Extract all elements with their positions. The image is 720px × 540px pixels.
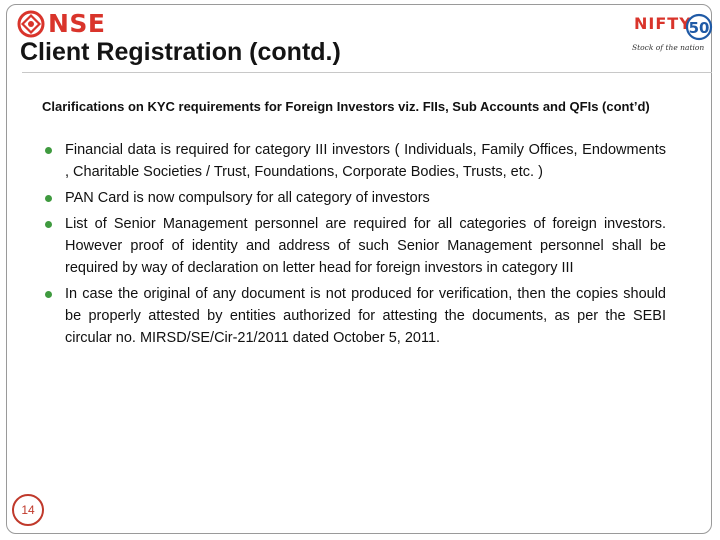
bullet-text: In case the original of any document is not produced for verification, then the copies should be properly attested by entities authorized for attesting the documents, as per the SEBI circular no. MIRSD/SE/Cir-21/2011 dated October 5, 2011. — [65, 286, 666, 346]
bullet-dot-icon — [45, 147, 52, 154]
bullet-text: List of Senior Management personnel are required for all categories of foreign investors. However proof of identity and address of such Senior Management personnel shall be required by way of declaration on letter head for foreign investors in category III — [65, 216, 666, 276]
nifty-50-mark-icon — [682, 8, 714, 42]
bullet-dot-icon — [45, 221, 52, 228]
nse-emblem-icon — [16, 9, 46, 39]
bullet-item — [44, 187, 666, 209]
bullet-dot-icon — [45, 291, 52, 298]
nifty-logo-word: NIFTY — [634, 14, 692, 33]
bullet-item — [44, 213, 666, 279]
bullet-item — [44, 139, 666, 183]
nse-logo-text: NSE — [48, 9, 106, 38]
bullet-list — [44, 139, 666, 353]
nifty-logo — [630, 8, 714, 56]
bullet-text: PAN Card is now compulsory for all category of investors — [65, 190, 430, 206]
nifty-tagline: Stock of the nation — [632, 43, 705, 52]
bullet-item — [44, 283, 666, 349]
page-number: 14 — [21, 503, 35, 517]
header-divider — [22, 72, 712, 73]
page-title: Client Registration (contd.) — [20, 38, 341, 66]
section-subheading: Clarifications on KYC requirements for Foreign Investors viz. FIIs, Sub Accounts and QFIs (cont’d) — [42, 99, 650, 114]
bullet-dot-icon — [45, 195, 52, 202]
nifty-logo-number: 50 — [688, 19, 710, 37]
bullet-text: Financial data is required for category III investors ( Individuals, Family Offices, Endowments , Charitable Societies / Trust, Foundations, Corporate Bodies, Trusts, etc. ) — [65, 142, 666, 180]
page-number-badge — [12, 494, 44, 526]
